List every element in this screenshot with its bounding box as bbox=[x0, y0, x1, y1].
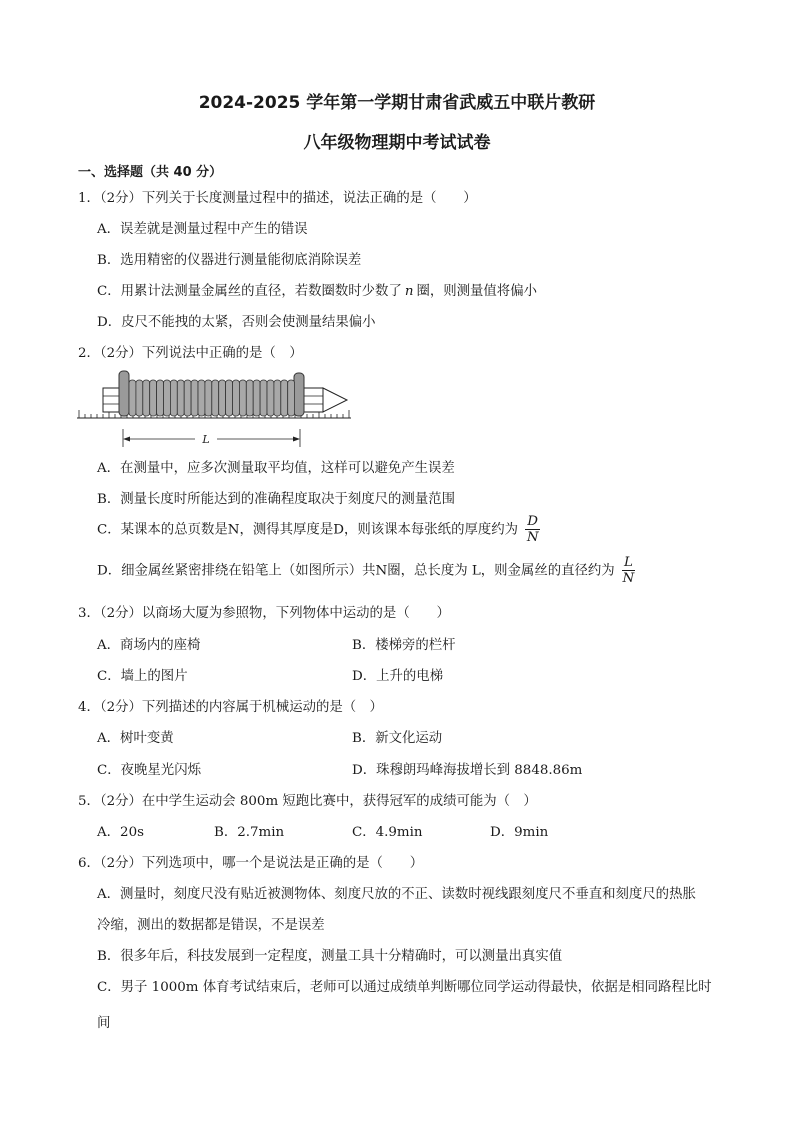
wire-coil-loop bbox=[246, 380, 253, 416]
question-4-stem: 4．（2分）下列描述的内容属于机械运动的是（ ） bbox=[78, 700, 383, 715]
wire-coil-loop bbox=[212, 380, 219, 416]
question-6-option-b: B．很多年后，科技发展到一定程度，测量工具十分精确时，可以测量出真实值 bbox=[97, 949, 563, 964]
question-6-option-c-line2: 间 bbox=[97, 1016, 111, 1031]
question-1-stem: 1．（2分）下列关于长度测量过程中的描述，说法正确的是（ ） bbox=[78, 191, 477, 206]
wire-coil-loop bbox=[164, 380, 171, 416]
question-2-stem: 2．（2分）下列说法中正确的是（ ） bbox=[78, 346, 303, 361]
wire-coil-loop bbox=[136, 380, 143, 416]
question-4-option-a: A．树叶变黄 bbox=[97, 731, 174, 746]
question-2-option-d-denominator: N bbox=[622, 571, 635, 587]
question-1-option-c bbox=[97, 280, 537, 299]
wire-coil-loop bbox=[226, 380, 233, 416]
wire-coil-loop bbox=[274, 380, 281, 416]
wire-coil-loop bbox=[288, 380, 295, 416]
question-2-option-d-numerator: L bbox=[623, 555, 633, 570]
figure-length-label: L bbox=[202, 433, 210, 446]
exam-title-line2: 八年级物理期中考试试卷 bbox=[303, 133, 491, 153]
wire-coil-loop bbox=[198, 380, 205, 416]
question-6-option-a-line2: 冷缩，测出的数据都是错误，不是误差 bbox=[97, 918, 325, 933]
question-2-option-d-fraction bbox=[622, 556, 635, 586]
question-1-option-b: B．选用精密的仪器进行测量能彻底消除误差 bbox=[97, 253, 362, 268]
question-3-option-d: D．上升的电梯 bbox=[352, 669, 444, 684]
wire-coil-loop bbox=[191, 380, 198, 416]
question-1-option-c-text: C．用累计法测量金属丝的直径，若数圈数时少数了 bbox=[97, 284, 402, 299]
pencil-wire-coil-figure bbox=[75, 367, 355, 449]
wire-coil-loop bbox=[205, 380, 212, 416]
question-6-option-a-line1: A．测量时，刻度尺没有贴近被测物体、刻度尺放的不正、读数时视线跟刻度尺不垂直和刻度尺的热胀 bbox=[97, 887, 696, 902]
question-2-option-b: B．测量长度时所能达到的准确程度取决于刻度尺的测量范围 bbox=[97, 492, 455, 507]
wire-coil-loop bbox=[253, 380, 260, 416]
question-3-option-b: B．楼梯旁的栏杆 bbox=[352, 638, 456, 653]
question-2-option-d-text: D．细金属丝紧密排绕在铅笔上（如图所示）共N圈，总长度为 L，则金属丝的直径约为 bbox=[97, 563, 615, 579]
section-heading: 一、选择题（共 40 分） bbox=[78, 165, 223, 180]
question-4-option-b: B．新文化运动 bbox=[352, 731, 443, 746]
wire-coil-loop bbox=[239, 380, 246, 416]
wire-coil-loop bbox=[267, 380, 274, 416]
question-5-option-b: B．2.7min bbox=[214, 825, 285, 840]
question-4-option-d: D．珠穆朗玛峰海拔增长到 8848.86m bbox=[352, 763, 583, 778]
exam-title-line1: 2024-2025 学年第一学期甘肃省武威五中联片教研 bbox=[198, 93, 596, 113]
wire-coil-loop bbox=[184, 380, 191, 416]
wire-coil-loop bbox=[143, 380, 150, 416]
question-2-option-c-text: C．某课本的总页数是N，测得其厚度是D，则该课本每张纸的厚度约为 bbox=[97, 522, 519, 538]
question-6-stem: 6．（2分）下列选项中，哪一个是说法是正确的是（ ） bbox=[78, 856, 424, 871]
question-5-stem: 5．（2分）在中学生运动会 800m 短跑比赛中，获得冠军的成绩可能为（ ） bbox=[78, 794, 537, 809]
wire-coil-loop bbox=[219, 380, 226, 416]
question-6-option-c-line1: C．男子 1000m 体育考试结束后，老师可以通过成绩单判断哪位同学运动得最快，依据是相同路程比时 bbox=[97, 980, 712, 995]
question-2-option-a: A．在测量中，应多次测量取平均值，这样可以避免产生误差 bbox=[97, 461, 455, 476]
question-5-option-a: A．20s bbox=[97, 825, 144, 840]
question-1-option-c-text-end: 圈，则测量值将偏小 bbox=[416, 284, 537, 299]
question-2-option-c bbox=[97, 515, 540, 545]
wire-coil-loop bbox=[260, 380, 267, 416]
question-5-option-c: C．4.9min bbox=[352, 825, 423, 840]
wire-coil-loop bbox=[233, 380, 240, 416]
question-2-option-c-fraction bbox=[525, 515, 540, 545]
question-2-option-c-denominator: N bbox=[526, 530, 539, 546]
wire-coil-loop bbox=[281, 380, 288, 416]
question-5-option-d: D．9min bbox=[490, 825, 549, 840]
question-4-option-c: C．夜晚星光闪烁 bbox=[97, 763, 201, 778]
question-3-option-c: C．墙上的图片 bbox=[97, 669, 188, 684]
question-2-option-c-numerator: D bbox=[527, 514, 539, 529]
wire-coil-loop bbox=[170, 380, 177, 416]
question-3-option-a: A．商场内的座椅 bbox=[97, 638, 201, 653]
question-1-option-d: D．皮尺不能拽的太紧，否则会使测量结果偏小 bbox=[97, 315, 376, 330]
question-1-option-c-variable: n bbox=[404, 284, 414, 299]
question-3-stem: 3．（2分）以商场大厦为参照物，下列物体中运动的是（ ） bbox=[78, 606, 450, 621]
wire-coil-loop bbox=[150, 380, 157, 416]
question-1-option-a: A．误差就是测量过程中产生的错误 bbox=[97, 222, 308, 237]
wire-coil-loop bbox=[157, 380, 164, 416]
wire-coil-loop bbox=[129, 380, 136, 416]
question-2-option-d bbox=[97, 556, 635, 586]
wire-coil-loop bbox=[177, 380, 184, 416]
